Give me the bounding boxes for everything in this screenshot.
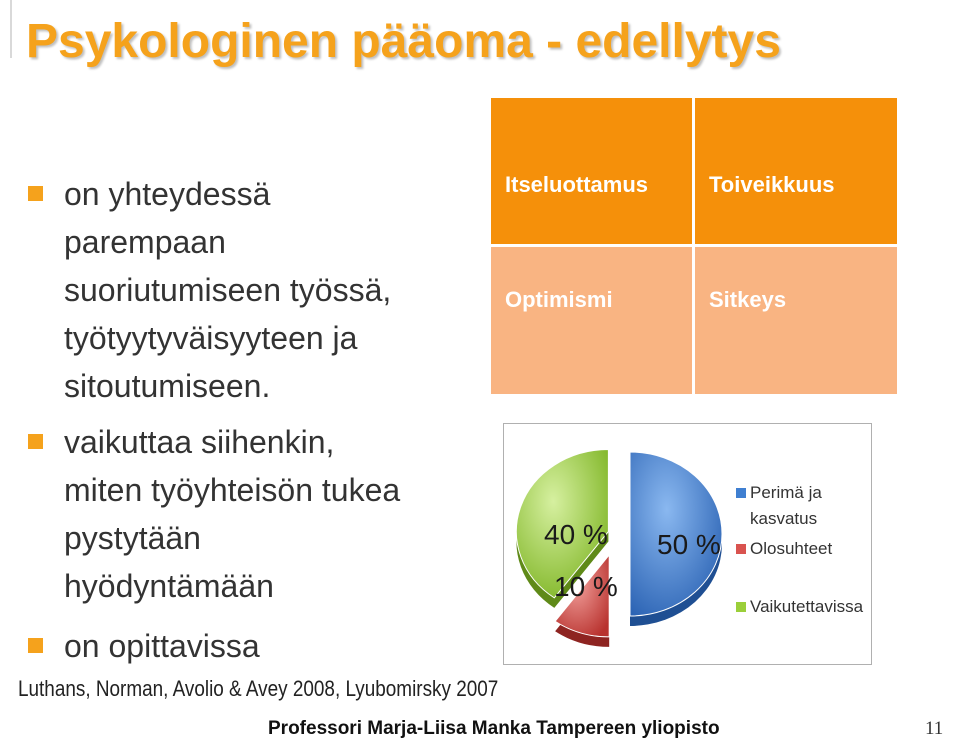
page-number: 11 [925,718,944,739]
frame-line [10,0,12,58]
slide-title: Psykologinen pääoma - edellytys [26,15,781,68]
capital-grid [491,98,897,394]
pie-chart [504,424,871,664]
bullet-1-line-1: on yhteydessä [64,176,271,212]
bullet-square-icon [28,186,43,201]
legend-swatch [736,544,746,554]
bullet-3-line-1: on opittavissa [64,628,260,664]
grid-cell-optimismi: Optimismi [491,247,692,394]
source-citation: Luthans, Norman, Avolio & Avey 2008, Lyubomirsky 2007 [18,676,499,701]
legend-entry: Olosuhteet [750,539,833,558]
legend-entry: kasvatus [750,509,818,528]
bullet-2-line-3: pystytään [64,520,201,556]
bullet-square-icon [28,434,43,449]
bullet-1-line-2: parempaan [64,224,226,260]
bullet-1-line-3: suoriutumiseen työssä, [64,272,392,308]
legend-entry: Perimä ja [750,483,822,502]
legend-swatch [736,602,746,612]
footer-author: Professori Marja-Liisa Manka Tampereen yliopisto [268,718,720,739]
bullet-2-line-2: miten työyhteisön tukea [64,472,401,508]
bullet-1 [28,170,488,410]
bullet-1-line-5: sitoutumiseen. [64,368,271,404]
pie-data-label: 10 % [554,571,618,602]
bullet-1-line-4: työtyytyväisyyteen ja [64,320,358,356]
legend-entry: Vaikutettavissa [750,597,864,616]
bullet-square-icon [28,638,43,653]
bullet-2 [28,418,488,610]
pie-data-label: 50 % [657,529,721,560]
pie-chart-box [503,423,872,665]
grid-cell-sitkeys: Sitkeys [695,247,897,394]
bullet-2-line-1: vaikuttaa siihenkin, [64,424,335,460]
pie-data-label: 40 % [544,519,608,550]
legend-swatch [736,488,746,498]
grid-cell-toiveikkuus: Toiveikkuus [695,98,897,244]
bullet-2-line-4: hyödyntämään [64,568,274,604]
grid-cell-itseluottamus: Itseluottamus [491,98,692,244]
bullet-3 [28,622,488,670]
